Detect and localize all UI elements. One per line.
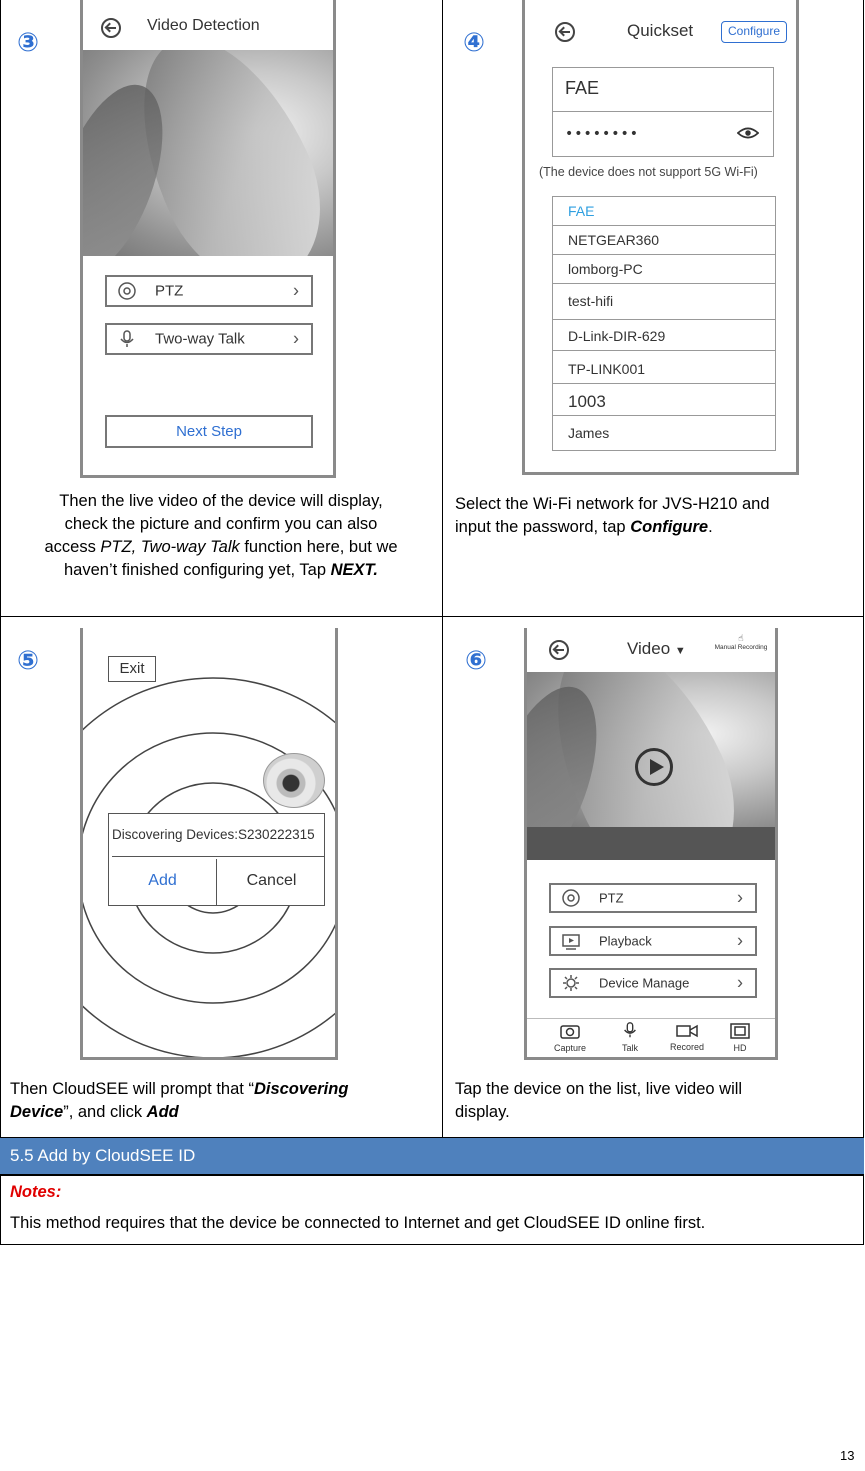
cancel-button[interactable]: Cancel xyxy=(246,872,297,889)
wifi-item[interactable]: James xyxy=(568,425,610,441)
camera-image xyxy=(263,753,325,808)
wifi-item[interactable]: NETGEAR360 xyxy=(553,226,775,255)
notes-label: Notes: xyxy=(10,1183,62,1201)
discovery-dialog xyxy=(108,813,325,906)
camera-icon xyxy=(560,1023,580,1039)
5g-note: (The device does not support 5G Wi-Fi) xyxy=(539,165,758,179)
device-manage-button[interactable] xyxy=(549,968,757,998)
ptz-button[interactable] xyxy=(105,275,313,307)
playback-button[interactable] xyxy=(549,926,757,956)
ptz-label: PTZ xyxy=(599,890,624,906)
hand-icon: ☝ xyxy=(738,634,744,644)
step4-caption: Select the Wi-Fi network for JVS-H210 and input the password, tap Configure. xyxy=(455,495,770,536)
eye-icon[interactable] xyxy=(737,126,759,140)
hd-button[interactable]: HD xyxy=(725,1023,755,1053)
two-way-talk-button[interactable] xyxy=(105,323,313,355)
capture-button[interactable]: Capture xyxy=(552,1023,588,1053)
wifi-credentials-box xyxy=(552,67,774,157)
discovery-message: Discovering Devices:S230222315 xyxy=(112,814,324,857)
step3-phone-mockup xyxy=(80,0,336,478)
chevron-right-icon: › xyxy=(293,328,299,349)
chevron-right-icon: › xyxy=(737,972,743,993)
wifi-network-list xyxy=(552,196,776,451)
record-button[interactable]: Recored xyxy=(669,1023,705,1052)
microphone-icon xyxy=(621,1021,639,1039)
step6-phone-mockup xyxy=(524,628,778,1060)
chevron-right-icon: › xyxy=(737,930,743,951)
wifi-item[interactable]: 1003 xyxy=(553,387,775,416)
device-manage-label: Device Manage xyxy=(599,975,690,991)
ptz-button[interactable] xyxy=(549,883,757,913)
step3-badge: ③ xyxy=(16,28,39,58)
page-number: 13 xyxy=(840,1448,855,1463)
table-border-bottom xyxy=(0,1244,864,1245)
wifi-item[interactable]: TP-LINK001 xyxy=(553,355,775,384)
table-divider-col1 xyxy=(442,0,443,1137)
microphone-icon xyxy=(117,329,137,349)
talk-button[interactable]: Talk xyxy=(615,1021,645,1053)
step5-caption: Then CloudSEE will prompt that “Discovering Device”, and click Add xyxy=(10,1080,349,1121)
step6-caption: Tap the device on the list, live video will display. xyxy=(455,1080,743,1121)
step3-screen-title: Video Detection xyxy=(147,17,260,34)
video-camera-icon xyxy=(676,1024,698,1038)
exit-button[interactable]: Exit xyxy=(108,656,156,682)
ptz-icon xyxy=(561,888,581,908)
chevron-right-icon: › xyxy=(737,887,743,908)
table-border-right xyxy=(863,0,864,1245)
dropdown-arrow-icon: ▼ xyxy=(674,645,686,657)
play-button[interactable] xyxy=(635,748,673,786)
table-divider-row1 xyxy=(0,616,864,617)
video-status-bar xyxy=(527,827,777,860)
hd-icon xyxy=(730,1023,750,1039)
wifi-item[interactable]: FAE xyxy=(553,197,775,226)
step6-screen-title[interactable]: Video ▼ xyxy=(627,639,686,658)
back-arrow-icon[interactable] xyxy=(549,640,569,660)
notes-text: This method requires that the device be connected to Internet and get CloudSEE ID online first. xyxy=(10,1214,706,1232)
step4-phone-mockup xyxy=(522,0,799,475)
wifi-item[interactable]: test-hifi xyxy=(553,287,775,320)
step5-badge: ⑤ xyxy=(16,646,39,676)
next-step-button[interactable] xyxy=(105,415,313,448)
manual-recording-button[interactable]: ☝ Manual Recording xyxy=(710,634,772,651)
add-button[interactable]: Add xyxy=(109,859,217,905)
step4-badge: ④ xyxy=(462,28,485,58)
step3-caption: Then the live video of the device will display, check the picture and confirm you can also access PTZ, Two-way Talk function here, but we haven’t finished configuring yet, Tap NEXT. xyxy=(44,492,398,579)
wifi-item[interactable]: lomborg-PC xyxy=(553,255,775,284)
ssid-field[interactable]: FAE xyxy=(553,68,772,112)
ptz-icon xyxy=(117,281,137,301)
ptz-label: PTZ xyxy=(155,282,184,300)
section-header xyxy=(0,1137,864,1176)
step5-phone-mockup xyxy=(80,628,338,1060)
table-border-left xyxy=(0,0,1,1245)
chevron-right-icon: › xyxy=(293,280,299,301)
step6-badge: ⑥ xyxy=(464,646,487,676)
configure-button[interactable]: Configure xyxy=(721,21,787,43)
playback-label: Playback xyxy=(599,933,652,949)
two-way-talk-label: Two-way Talk xyxy=(155,330,245,348)
back-arrow-icon[interactable] xyxy=(101,18,121,38)
next-step-label: Next Step xyxy=(176,423,242,440)
live-video-image xyxy=(83,50,333,256)
section-title: 5.5 Add by CloudSEE ID xyxy=(10,1146,196,1165)
back-arrow-icon[interactable] xyxy=(555,22,575,42)
playback-icon xyxy=(561,931,581,951)
step4-screen-title: Quickset xyxy=(627,21,694,40)
password-field[interactable]: •••••••• xyxy=(565,126,640,142)
gear-icon xyxy=(561,973,581,993)
bottom-toolbar xyxy=(527,1018,777,1060)
wifi-item[interactable]: D-Link-DIR-629 xyxy=(553,322,775,351)
play-icon xyxy=(650,759,664,775)
